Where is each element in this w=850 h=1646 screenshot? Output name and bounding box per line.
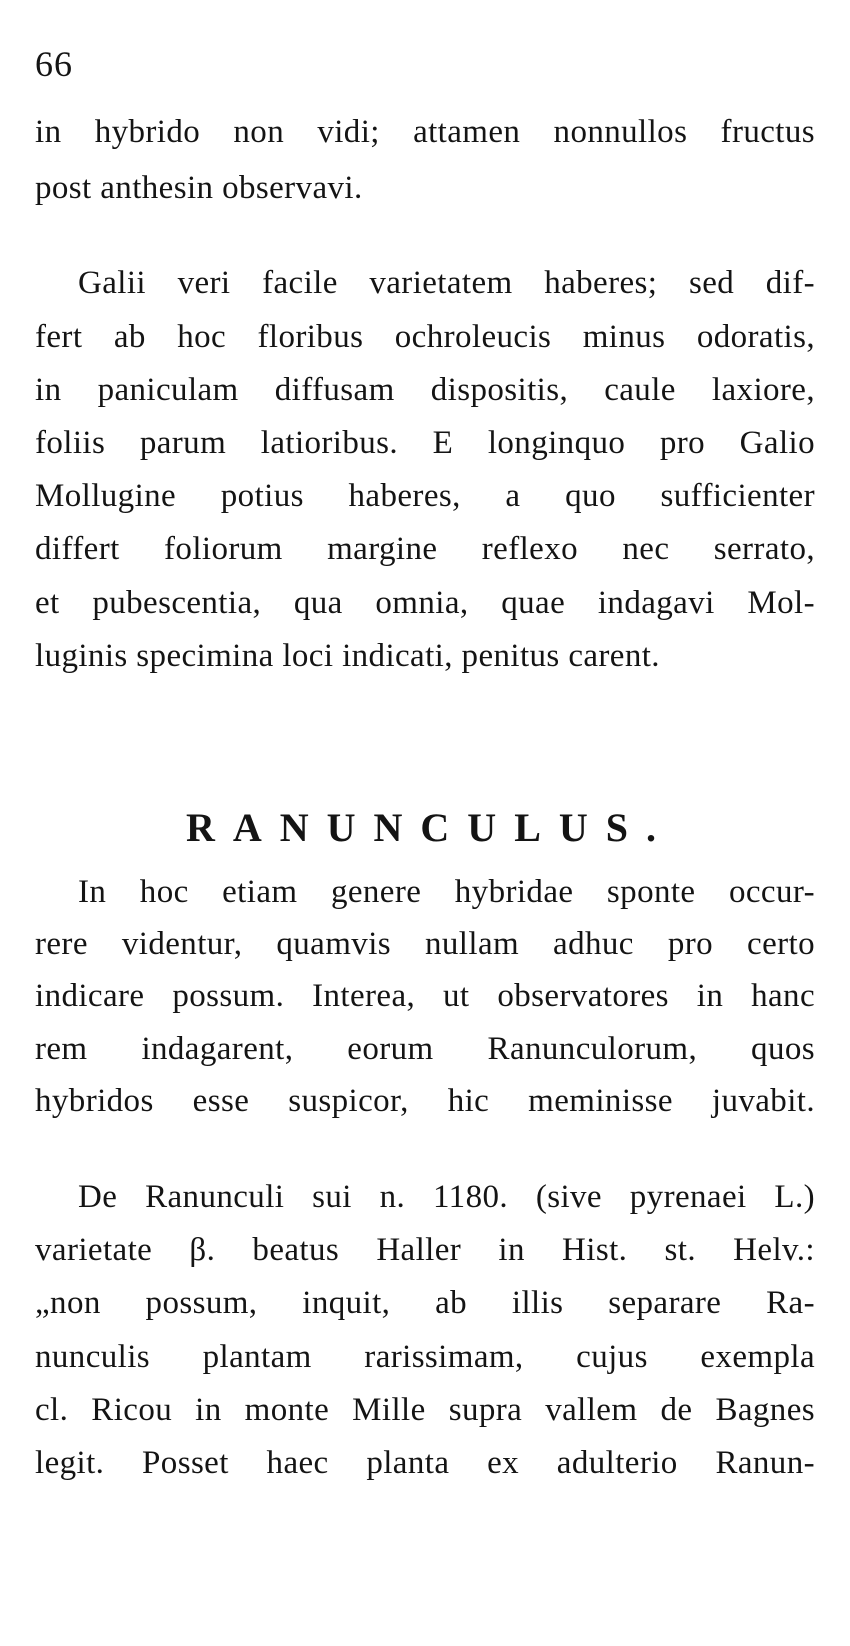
text-line: Mollugine potius haberes, a quo sufficienter xyxy=(35,478,815,514)
page-number: 66 xyxy=(35,44,73,84)
text-line: indicare possum. Interea, ut observatores in hanc xyxy=(35,978,815,1014)
section-heading: RANUNCULUS. xyxy=(185,805,675,850)
text-line: varietate β. beatus Haller in Hist. st. Helv.: xyxy=(35,1232,815,1268)
text-line: legit. Posset haec planta ex adulterio Ranun- xyxy=(35,1445,815,1481)
text-line: nunculis plantam rarissimam, cujus exempla xyxy=(35,1339,815,1375)
text-line: foliis parum latioribus. E longinquo pro Galio xyxy=(35,425,815,461)
text-line: „non possum, inquit, ab illis separare Ra- xyxy=(35,1285,815,1321)
text-line: et pubescentia, qua omnia, quae indagavi Mol- xyxy=(35,585,815,621)
text-line: differt foliorum margine reflexo nec serrato, xyxy=(35,531,815,567)
text-line: rem indagarent, eorum Ranunculorum, quos xyxy=(35,1031,815,1067)
text-line: cl. Ricou in monte Mille supra vallem de Bagnes xyxy=(35,1392,815,1428)
text-line: in hybrido non vidi; attamen nonnullos fructus xyxy=(35,114,815,150)
text-line: post anthesin observavi. xyxy=(35,170,363,206)
text-line: De Ranunculi sui n. 1180. (sive pyrenaei L.) xyxy=(78,1179,815,1215)
text-line: rere videntur, quamvis nullam adhuc pro certo xyxy=(35,926,815,962)
text-line: Galii veri facile varietatem haberes; sed dif- xyxy=(78,265,815,301)
text-line: In hoc etiam genere hybridae sponte occur- xyxy=(78,874,815,910)
text-line: hybridos esse suspicor, hic meminisse juvabit. xyxy=(35,1083,815,1119)
text-line: in paniculam diffusam dispositis, caule laxiore, xyxy=(35,372,815,408)
text-line: fert ab hoc floribus ochroleucis minus odoratis, xyxy=(35,319,815,355)
text-line: luginis specimina loci indicati, penitus carent. xyxy=(35,638,660,674)
